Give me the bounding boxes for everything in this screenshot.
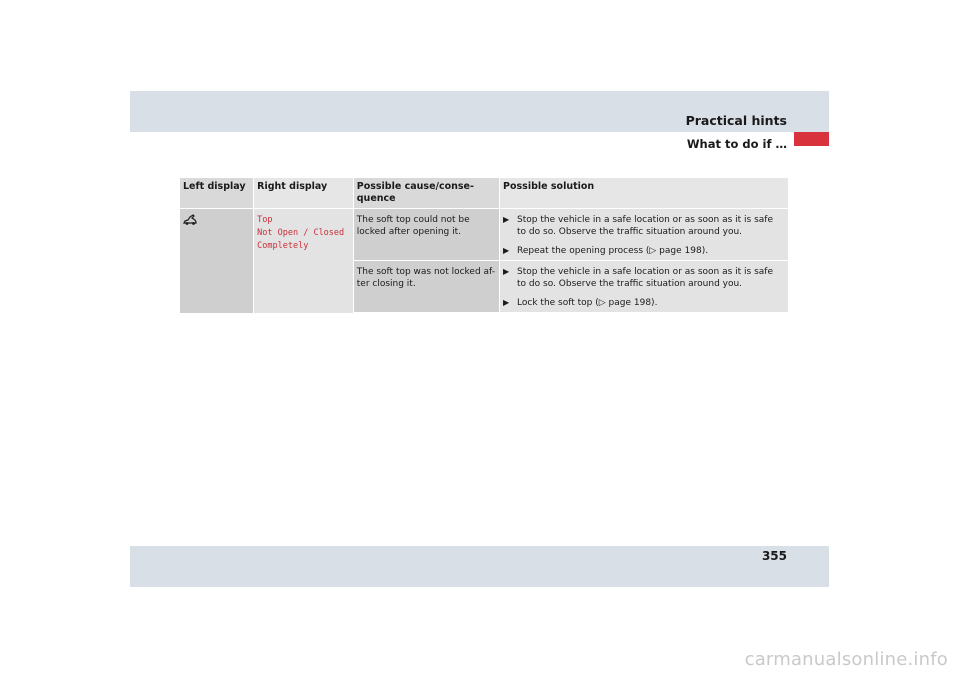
chapter-tab-marker [794, 132, 829, 146]
right-display-cell [254, 209, 354, 313]
section-title: Practical hints [685, 113, 787, 128]
section-subtitle: What to do if … [686, 137, 787, 151]
convertible-car-icon [183, 214, 197, 226]
footer-band [130, 546, 829, 587]
table-header-row [180, 178, 788, 209]
step-text: Stop the vehicle in a safe location or as soon as it is safe to do so. Observe the traffic situation around you. [517, 215, 773, 237]
solution-step [503, 214, 784, 238]
header-possible-cause: Possible cause/conse-quence [353, 178, 499, 209]
table-row [180, 209, 788, 261]
left-display-cell [180, 209, 254, 313]
solution-cell [500, 209, 788, 261]
step-arrow-icon: ▶ [503, 298, 510, 307]
header-left-display: Left display [180, 178, 254, 209]
page-number: 355 [761, 549, 787, 563]
step-text: Stop the vehicle in a safe location or as soon as it is safe to do so. Observe the traffic situation around you. [517, 267, 773, 289]
step-arrow-icon: ▶ [503, 246, 510, 255]
step-text: Lock the soft top (▷ page 198). [517, 298, 658, 308]
right-display-line-3: Completely [257, 241, 309, 251]
watermark: carmanualsonline.info [744, 649, 948, 670]
header-right-display: Right display [254, 178, 354, 209]
right-display-line-1: Top [257, 215, 273, 225]
solution-cell [500, 261, 788, 313]
cause-cell: The soft top could not be locked after opening it. [353, 209, 499, 261]
step-text: Repeat the opening process (▷ page 198). [517, 246, 709, 256]
step-arrow-icon: ▶ [503, 215, 510, 224]
header-possible-solution: Possible solution [500, 178, 788, 209]
display-messages-table [180, 178, 788, 313]
cause-cell: The soft top was not locked af-ter closing it. [353, 261, 499, 313]
solution-step [503, 297, 784, 309]
solution-step [503, 266, 784, 290]
right-display-line-2: Not Open / Closed [257, 228, 345, 238]
step-arrow-icon: ▶ [503, 267, 510, 276]
solution-step [503, 245, 784, 257]
